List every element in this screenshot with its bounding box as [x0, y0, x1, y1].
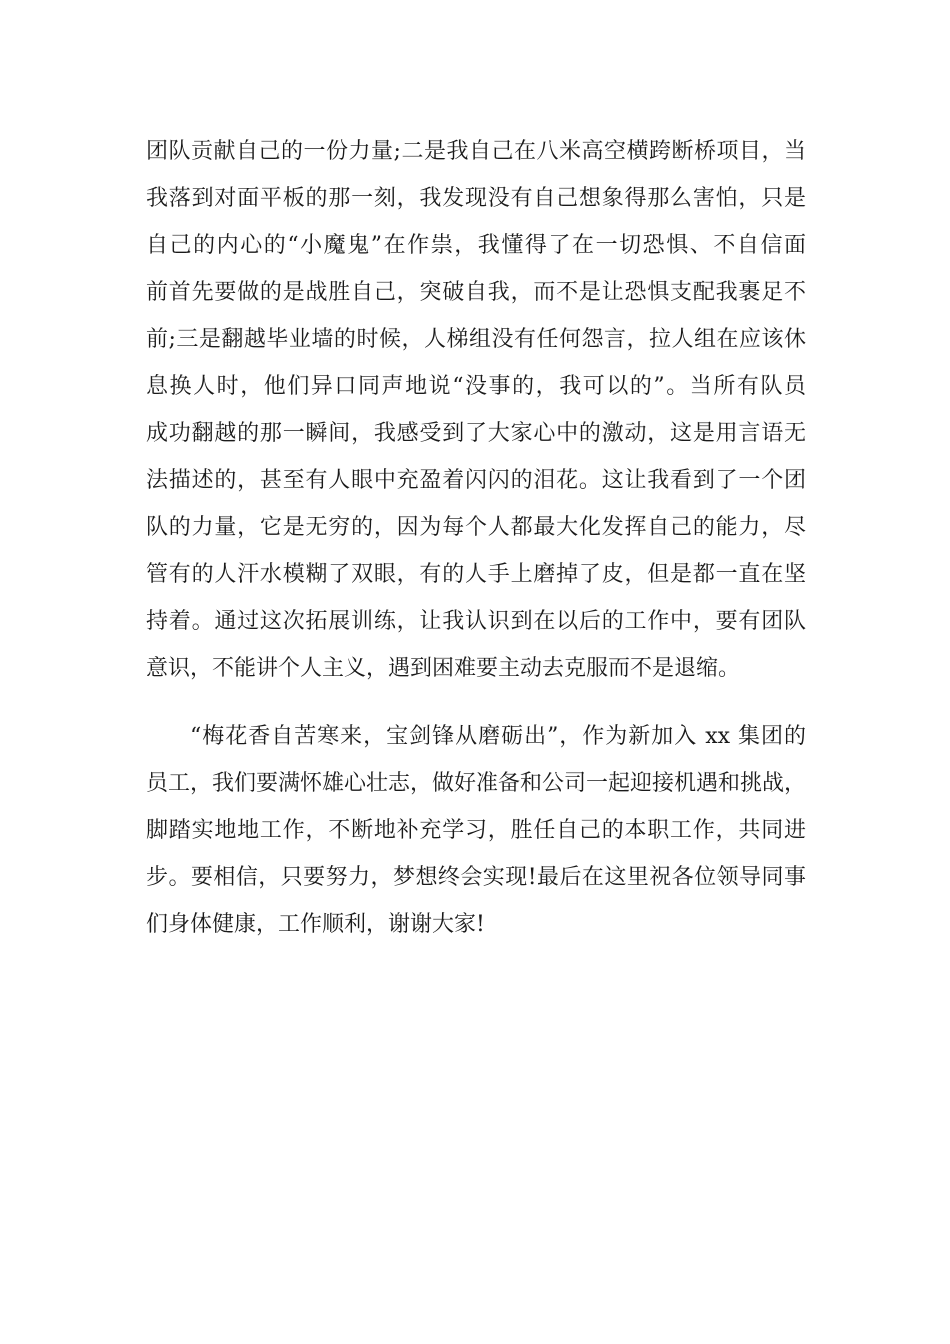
text-line: 成功翻越的那一瞬间，我感受到了大家心中的激动，这是用言语无 [146, 421, 806, 446]
text-line: 员工，我们要满怀雄心壮志，做好准备和公司一起迎接机遇和挑战， [146, 771, 807, 796]
paragraph-1 [146, 128, 806, 692]
text-line: 意识，不能讲个人主义，遇到困难要主动去克服而不是退缩。 [146, 656, 741, 681]
paragraph-2 [146, 713, 806, 948]
document-body [146, 128, 806, 948]
text-line: 法描述的，甚至有人眼中充盈着闪闪的泪花。这让我看到了一个团 [146, 468, 806, 493]
text-line: 我落到对面平板的那一刻，我发现没有自己想象得那么害怕，只是 [146, 186, 806, 211]
text-line: 脚踏实地地工作，不断地补充学习，胜任自己的本职工作，共同进 [146, 818, 806, 843]
text-line: 队的力量，它是无穷的，因为每个人都最大化发挥自己的能力，尽 [146, 515, 806, 540]
text-line: 持着。通过这次拓展训练，让我认识到在以后的工作中，要有团队 [146, 609, 806, 634]
text-line: 们身体健康，工作顺利，谢谢大家! [146, 912, 485, 937]
text-line: 前首先要做的是战胜自己，突破自我，而不是让恐惧支配我裹足不 [146, 280, 806, 305]
text-line: 步。要相信，只要努力，梦想终会实现!最后在这里祝各位领导同事 [146, 865, 806, 890]
text-line: 自己的内心的“小魔鬼”在作祟，我懂得了在一切恐惧、不自信面 [146, 233, 806, 258]
text-line: 团队贡献自己的一份力量;二是我自己在八米高空横跨断桥项目，当 [146, 139, 806, 164]
text-line: “梅花香自苦寒来，宝剑锋从磨砺出”，作为新加入 xx 集团的 [190, 724, 806, 749]
text-line: 前;三是翻越毕业墙的时候，人梯组没有任何怨言，拉人组在应该休 [146, 327, 806, 352]
text-line: 息换人时，他们异口同声地说“没事的，我可以的”。当所有队员 [146, 374, 806, 399]
text-line: 管有的人汗水模糊了双眼，有的人手上磨掉了皮，但是都一直在坚 [146, 562, 806, 587]
